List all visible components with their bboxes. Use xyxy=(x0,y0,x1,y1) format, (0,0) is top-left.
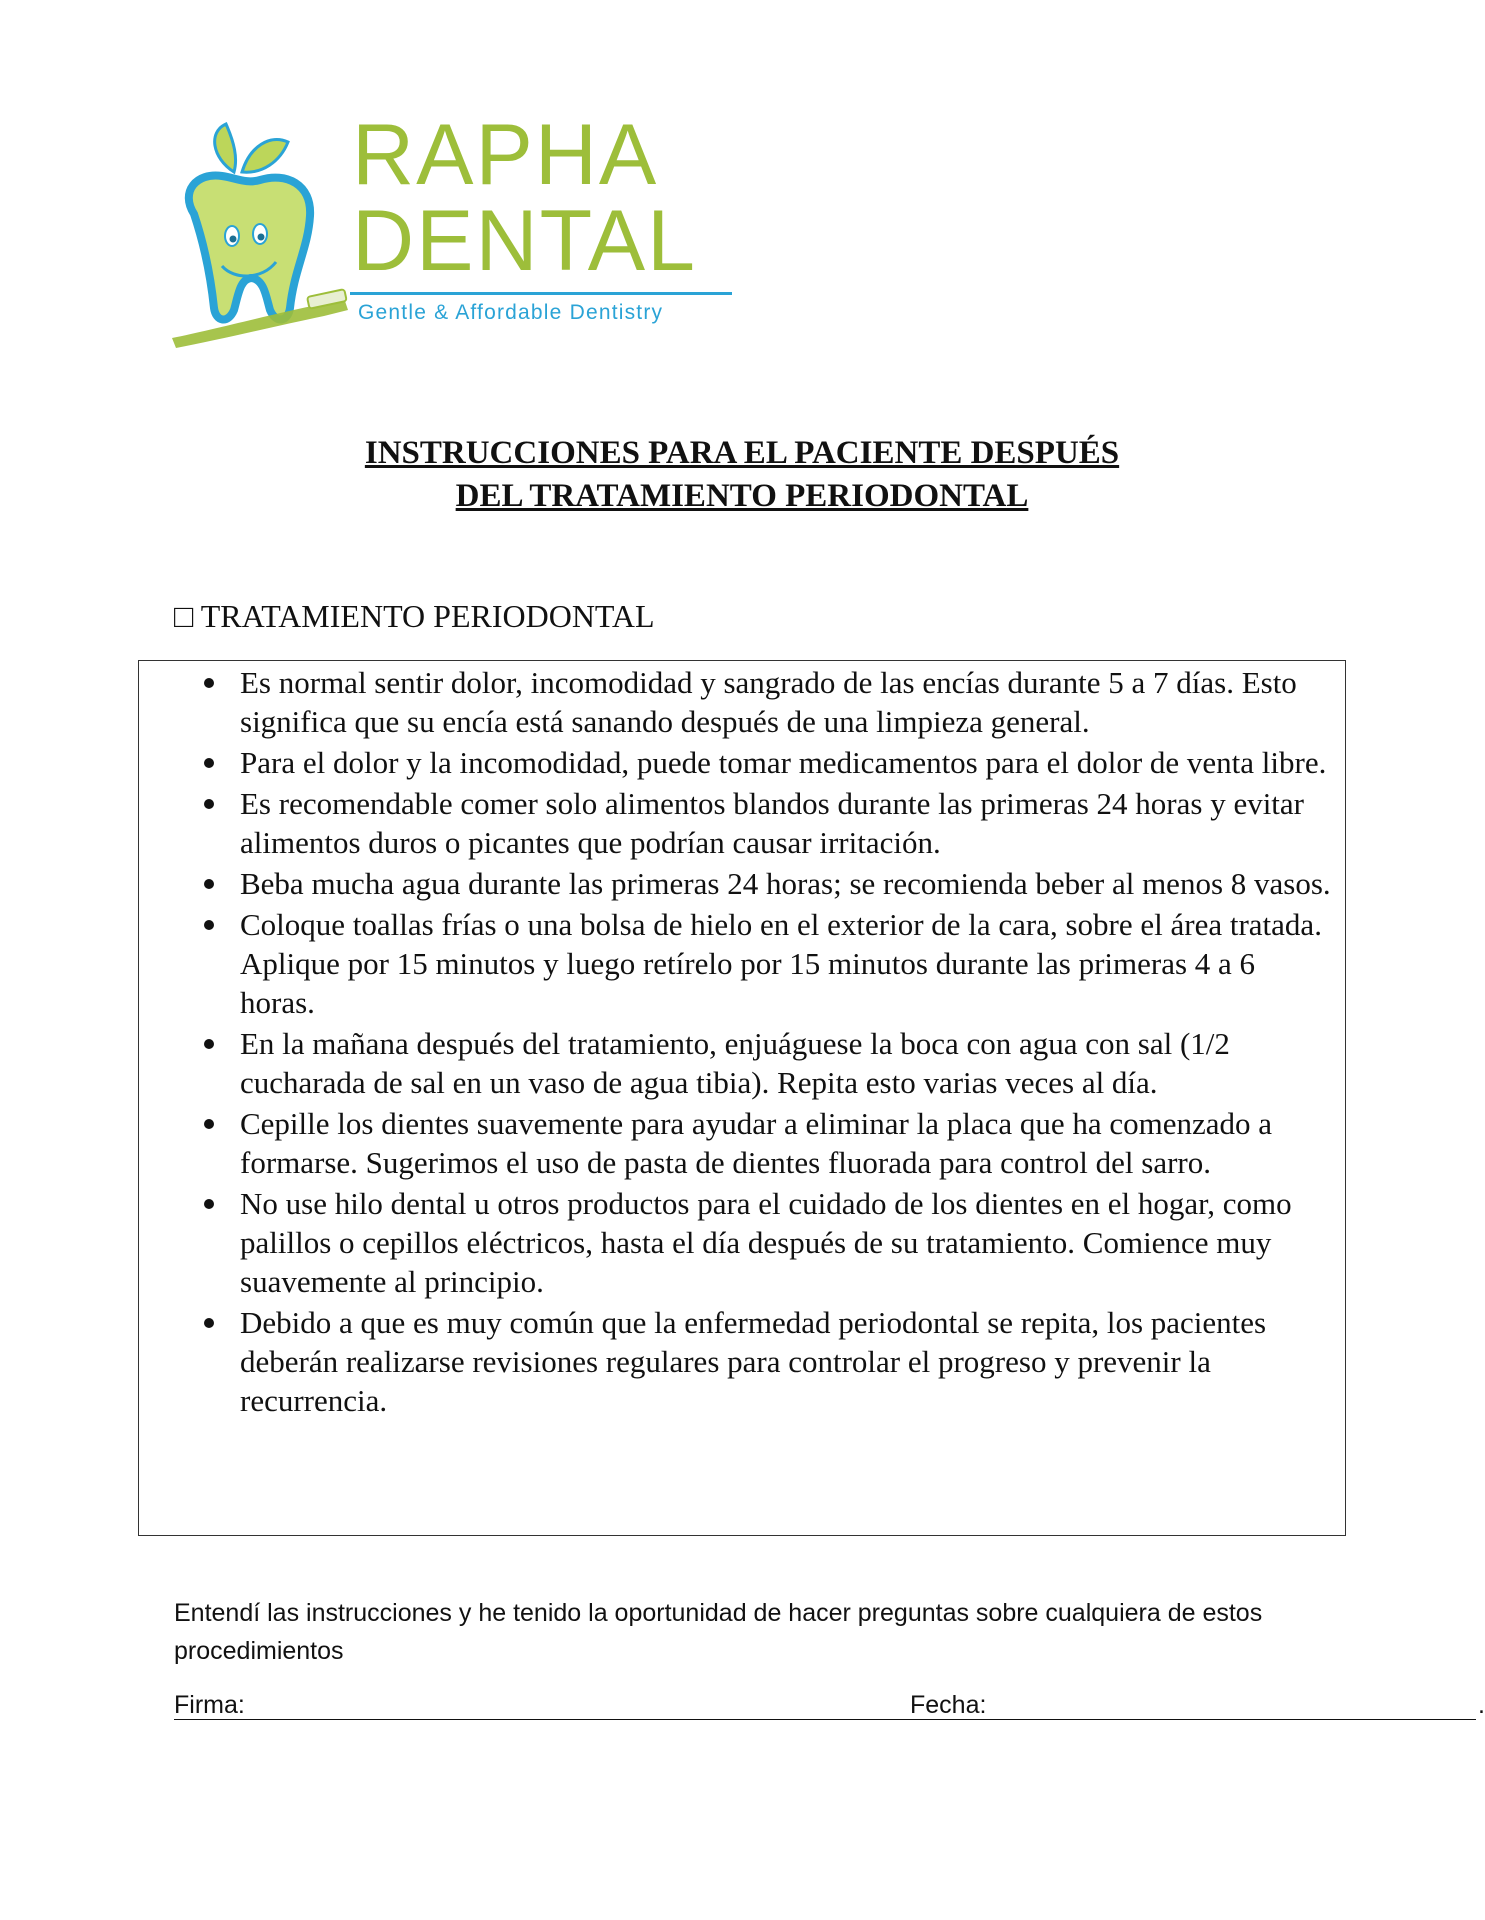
instruction-item: Es normal sentir dolor, incomodidad y sangrado de las encías durante 5 a 7 días. Esto significa que su encía está sanando después de una limpieza general. xyxy=(240,663,1331,741)
instructions-list xyxy=(139,663,1345,1420)
document-title xyxy=(0,432,1484,518)
signature-line[interactable] xyxy=(174,1719,910,1720)
section-heading xyxy=(174,596,655,636)
instructions-box xyxy=(138,660,1346,1536)
checkbox-icon: □ xyxy=(174,598,194,634)
signature-label: Firma: xyxy=(174,1691,245,1719)
tooth-apple-icon xyxy=(172,118,352,350)
instruction-item: Para el dolor y la incomodidad, puede tomar medicamentos para el dolor de venta libre. xyxy=(240,743,1331,782)
instruction-item: Coloque toallas frías o una bolsa de hielo en el exterior de la cara, sobre el área tratada. Aplique por 15 minutos y luego retírelo por 15 minutos durante las primeras 4 a 6 horas. xyxy=(240,905,1331,1022)
title-line-1: INSTRUCCIONES PARA EL PACIENTE DESPUÉS xyxy=(364,435,1120,471)
acknowledgement-text: Entendí las instrucciones y he tenido la oportunidad de hacer preguntas sobre cualquiera de estos procedimientos xyxy=(174,1599,1263,1665)
instruction-item: Es recomendable comer solo alimentos blandos durante las primeras 24 horas y evitar alimentos duros o picantes que podrían causar irritación. xyxy=(240,784,1331,862)
instruction-item: Cepille los dientes suavemente para ayudar a eliminar la placa que ha comenzado a formarse. Sugerimos el uso de pasta de dientes fluorada para control del sarro. xyxy=(240,1104,1331,1182)
logo-divider xyxy=(350,292,732,295)
instruction-item: Beba mucha agua durante las primeras 24 horas; se recomienda beber al menos 8 vasos. xyxy=(240,866,1331,901)
logo-line-dental: DENTAL xyxy=(352,193,697,289)
instruction-item: Debido a que es muy común que la enfermedad periodontal se repita, los pacientes deberán realizarse revisiones regulares para controlar el progreso y prevenir la recurrencia. xyxy=(240,1303,1331,1420)
logo-line-rapha: RAPHA xyxy=(352,107,659,203)
section-heading-text: TRATAMIENTO PERIODONTAL xyxy=(200,598,655,634)
title-line-2: DEL TRATAMIENTO PERIODONTAL xyxy=(455,478,1029,514)
instruction-item: No use hilo dental u otros productos para el cuidado de los dientes en el hogar, como palillos o cepillos eléctricos, hasta el día después de su tratamiento. Comience muy suavemente al principio. xyxy=(240,1184,1331,1301)
date-line[interactable] xyxy=(910,1719,1476,1720)
date-line-end: . xyxy=(1478,1691,1485,1719)
date-label: Fecha: xyxy=(910,1691,987,1719)
instruction-item: En la mañana después del tratamiento, enjuáguese la boca con agua con sal (1/2 cucharada de sal en un vaso de agua tibia). Repita esto varias veces al día. xyxy=(240,1024,1331,1102)
logo-tagline: Gentle & Affordable Dentistry xyxy=(358,301,664,324)
logo xyxy=(172,107,742,350)
